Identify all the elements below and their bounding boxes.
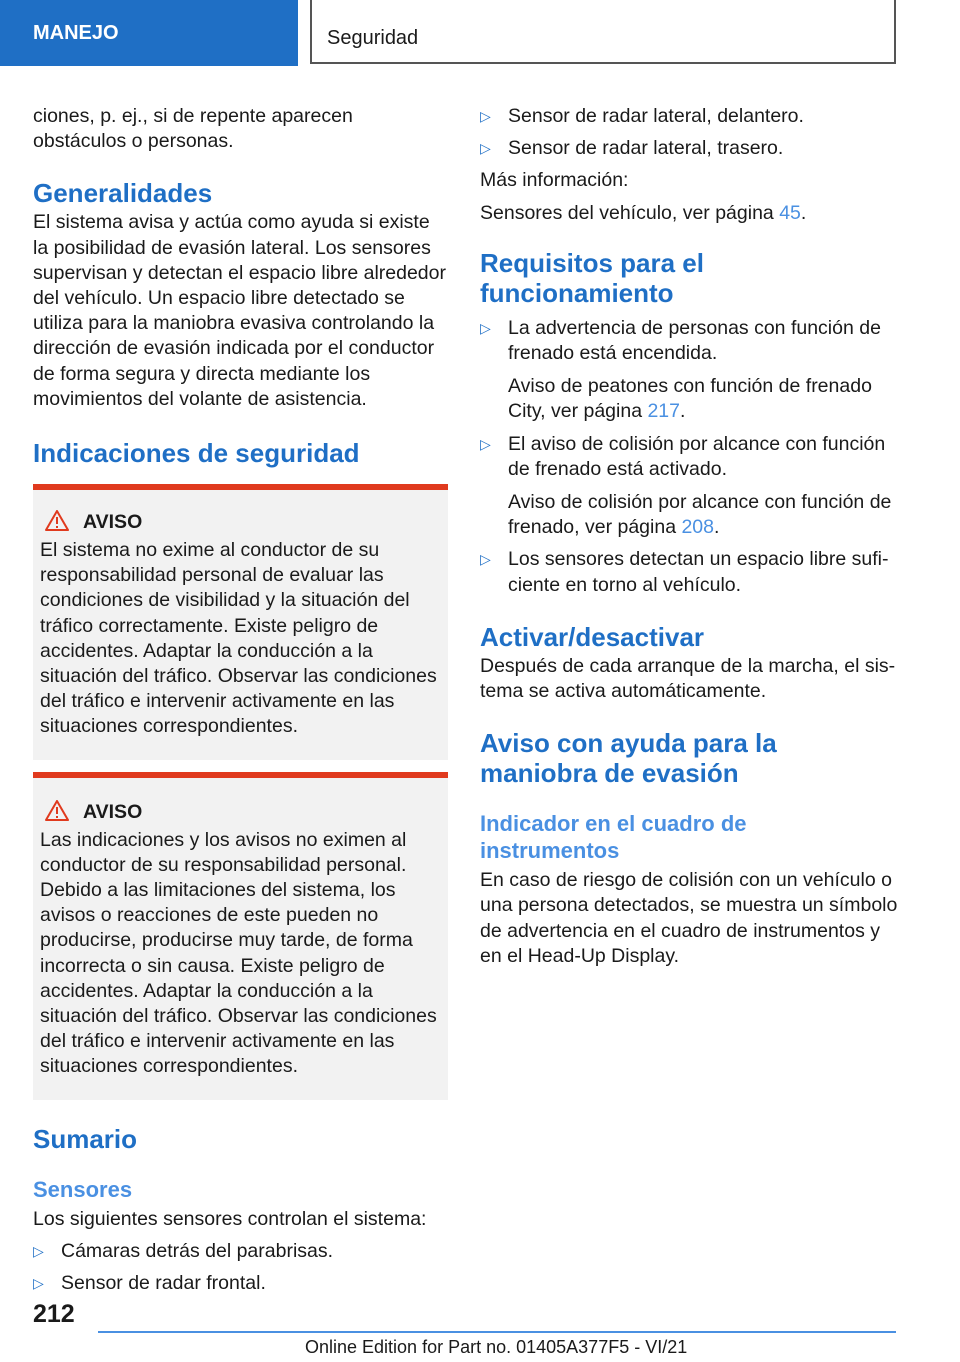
list-item: ▷ El aviso de colisión por alcance con función de frenado está activado. Aviso de colisión por alcance con función de frenado, ver página 208. — [480, 432, 892, 539]
list-item: ▷ Los sensores detectan un espacio libre suficiente en torno al vehículo. — [480, 548, 889, 596]
left-column — [33, 104, 448, 1296]
page-number: 212 — [33, 1300, 75, 1328]
bullet-triangle-icon: ▷ — [480, 319, 491, 336]
heading-activar: Activar/desactivar — [480, 621, 705, 652]
intro-paragraph: ciones, p. ej., si de repente aparecen obstáculos o personas. — [33, 105, 353, 153]
list-item: ▷ Sensor de radar lateral, delantero. — [480, 104, 900, 129]
list-item: ▷ Sensor de radar lateral, trasero. — [480, 136, 900, 161]
heading-indicaciones: Indicaciones de seguridad — [33, 438, 360, 469]
sensores-intro: Los siguientes sensores controlan el sistema: — [33, 1207, 427, 1230]
warning-text-2: Las indicaciones y los avisos no eximen al conductor de su responsabilidad personal. Debido a las limitaciones del sistema, los avisos o reacciones de este pueden no producirse, producirse muy tarde, de forma incorrecta o sin causa. Existe peligro de accidentes. Adaptar la conducción a la situación del tráfico. Observar las condiciones del tráfico e intervenir activamente en las situaciones correspondientes. — [40, 828, 437, 1078]
section-tab: MANEJO — [0, 0, 298, 66]
generalidades-paragraph: El sistema avisa y actúa como ayuda si existe la posibilidad de evasión lateral. Los sensores supervisan y detectan el espacio libre alrededor del vehículo. Un espacio libre detectado se utiliza para la maniobra evasiva controlando la dirección de evasión indicada por el conductor de forma segura y directa mediante los movimientos del volante de asistencia. — [33, 211, 446, 410]
indicador-paragraph: En caso de riesgo de colisión con un vehículo o una persona detectados, se muestra un símbolo de advertencia en el cuadro de instrumentos y en el Head-Up Display. — [480, 869, 898, 967]
list-item: ▷ Sensor de radar frontal. — [33, 1271, 448, 1296]
edition-note: Online Edition for Part no. 01405A377F5 - VI/21 — [305, 1337, 688, 1357]
warning-box-2 — [33, 772, 448, 1100]
bullet-triangle-icon: ▷ — [480, 108, 491, 124]
list-item: ▷ Cámaras detrás del parabrisas. — [33, 1239, 448, 1264]
bullet-triangle-icon: ▷ — [33, 1275, 44, 1292]
page-link-217[interactable]: 217 — [647, 400, 680, 423]
activar-paragraph: Después de cada arranque de la marcha, el sistema se activa automáticamente. — [480, 654, 896, 703]
list-item: ▷ La advertencia de personas con función de frenado está encendida. Aviso de peatones con función de frenado City, ver página 217. — [480, 316, 881, 423]
heading-aviso-evasion: Aviso con ayuda para la maniobra de evasión — [480, 728, 777, 789]
bullet-triangle-icon: ▷ — [33, 1242, 44, 1259]
heading-requisitos: Requisitos para el funcionamiento — [480, 247, 704, 308]
page-link-208[interactable]: 208 — [681, 516, 714, 539]
topic-tab: Seguridad — [310, 0, 896, 64]
warning-title-1: AVISO — [83, 511, 143, 534]
warning-triangle-icon — [45, 800, 69, 821]
warning-triangle-icon — [45, 510, 69, 531]
sensores-reference: Sensores del vehículo, ver página 45. — [480, 201, 807, 224]
warning-text-1: El sistema no exime al conductor de su responsabilidad personal de evaluar las condiciones de visibilidad y la situación del tráfico correctamente. Existe peligro de accidentes. Adaptar la conducción a la situación del tráfico. Observar las condiciones del tráfico e intervenir activamente en las situaciones correspondientes. — [40, 539, 437, 738]
heading-indicador: Indicador en el cuadro de instrumentos — [480, 811, 747, 864]
footer-divider — [98, 1331, 896, 1333]
page-link-45[interactable]: 45 — [779, 201, 801, 224]
warning-box-1 — [33, 484, 448, 760]
bullet-triangle-icon: ▷ — [480, 551, 491, 568]
mas-informacion-label: Más información: — [480, 169, 629, 192]
bullet-triangle-icon: ▷ — [480, 140, 491, 157]
heading-sumario: Sumario — [33, 1123, 138, 1154]
heading-sensores: Sensores — [33, 1176, 133, 1202]
bullet-triangle-icon: ▷ — [480, 435, 491, 452]
right-column — [480, 104, 900, 969]
heading-generalidades: Generalidades — [33, 178, 213, 209]
warning-title-2: AVISO — [83, 800, 143, 823]
